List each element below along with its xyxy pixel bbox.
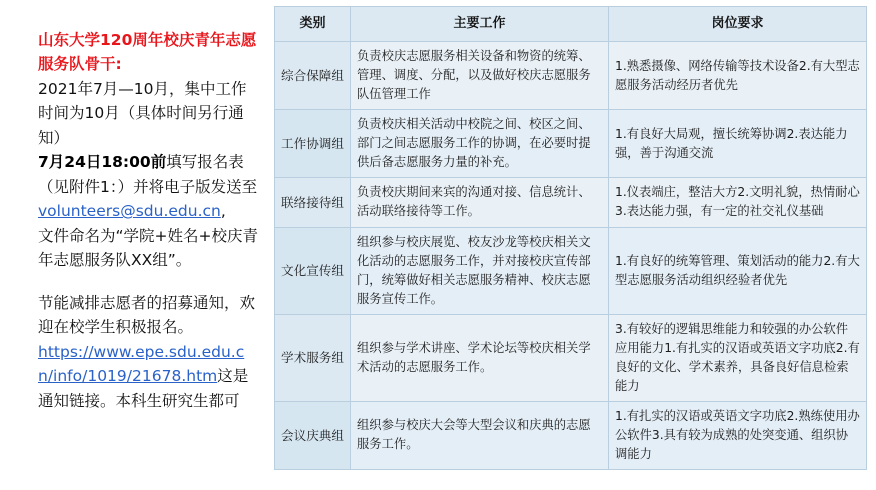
left-text-column: [0, 0, 268, 490]
table-row: [275, 42, 867, 110]
email-comma: ,: [220, 202, 226, 221]
table-row: [275, 178, 867, 227]
cell-work: 负责校庆相关活动中校院之间、校区之间、部门之间志愿服务工作的协调，在必要时提供后备志愿服务力量的补充。: [351, 110, 609, 178]
deadline-instruction-text: 填写报名表（见附件1：）并将电子版发送至: [38, 153, 258, 196]
table-header: [275, 7, 867, 42]
cell-work: 负责校庆期间来宾的沟通对接、信息统计、活动联络接待等工作。: [351, 178, 609, 227]
cell-category: 文化宣传组: [275, 227, 351, 314]
cell-category: 工作协调组: [275, 110, 351, 178]
cell-work: 组织参与校庆展览、校友沙龙等校庆相关文化活动的志愿服务工作，并对接校庆宣传部门，统筹做好相关志愿服务精神、校庆志愿服务宣传工作。: [351, 227, 609, 314]
cell-requirement: 1.有良好大局观，擅长统筹协调2.表达能力强，善于沟通交流: [609, 110, 867, 178]
recruitment-heading: 山东大学120周年校庆青年志愿服务队骨干:: [38, 31, 257, 74]
cell-work: 组织参与校庆大会等大型会议和庆典的志愿服务工作。: [351, 401, 609, 469]
table-body: [275, 42, 867, 470]
file-naming-text: 文件命名为“学院+姓名+校庆青年志愿服务队XX组”。: [38, 226, 259, 270]
cell-category: 联络接待组: [275, 178, 351, 227]
table-row: [275, 110, 867, 178]
table-row: [275, 227, 867, 314]
cell-requirement: 1.有扎实的汉语或英语文字功底2.熟练使用办公软件3.具有较为成熟的处突变通、组织协调能力: [609, 401, 867, 469]
paragraph-spacer: [38, 273, 258, 291]
cell-category: 学术服务组: [275, 314, 351, 401]
column-header-requirement: 岗位要求: [609, 7, 867, 42]
notice-paragraph: [38, 291, 258, 413]
notice-url-link[interactable]: https://www.epe.sdu.edu.cn/info/1019/21678.htm: [38, 342, 245, 386]
cell-category: 综合保障组: [275, 42, 351, 110]
cell-work: 组织参与学术讲座、学术论坛等校庆相关学术活动的志愿服务工作。: [351, 314, 609, 401]
jobs-table-container: [268, 0, 876, 490]
email-link[interactable]: volunteers@sdu.edu.cn: [38, 202, 221, 221]
cell-work: 负责校庆志愿服务相关设备和物资的统筹、管理、调度、分配，以及做好校庆志愿服务队伍管理工作: [351, 42, 609, 110]
cell-requirement: 3.有较好的逻辑思维能力和较强的办公软件应用能力1.有扎实的汉语或英语文字功底2.有良好的文化、学术素养，具备良好信息检索能力: [609, 314, 867, 401]
cell-requirement: 1.有良好的统筹管理、策划活动的能力2.有大型志愿服务活动组织经验者优先: [609, 227, 867, 314]
table-row: [275, 314, 867, 401]
column-header-category: 类别: [275, 7, 351, 42]
cell-category: 会议庆典组: [275, 401, 351, 469]
notice-url-tail-text: 这是通知链接。本科生研究生都可: [38, 367, 249, 410]
volunteer-groups-table: [274, 6, 867, 470]
table-row: [275, 401, 867, 469]
column-header-work: 主要工作: [351, 7, 609, 42]
activity-time-text: 2021年7月—10月，集中工作时间为10月（具体时间另行通知）: [38, 79, 247, 147]
left-body-paragraph: [38, 28, 258, 273]
cell-requirement: 1.仪表端庄，整洁大方2.文明礼貌，热情耐心3.表达能力强，有一定的社交礼仪基础: [609, 178, 867, 227]
cell-requirement: 1.熟悉摄像、网络传输等技术设备2.有大型志愿服务活动经历者优先: [609, 42, 867, 110]
deadline-text: 7月24日18:00前: [38, 153, 167, 172]
table-header-row: [275, 7, 867, 42]
notice-text: 节能减排志愿者的招募通知，欢迎在校学生积极报名。: [38, 293, 256, 337]
